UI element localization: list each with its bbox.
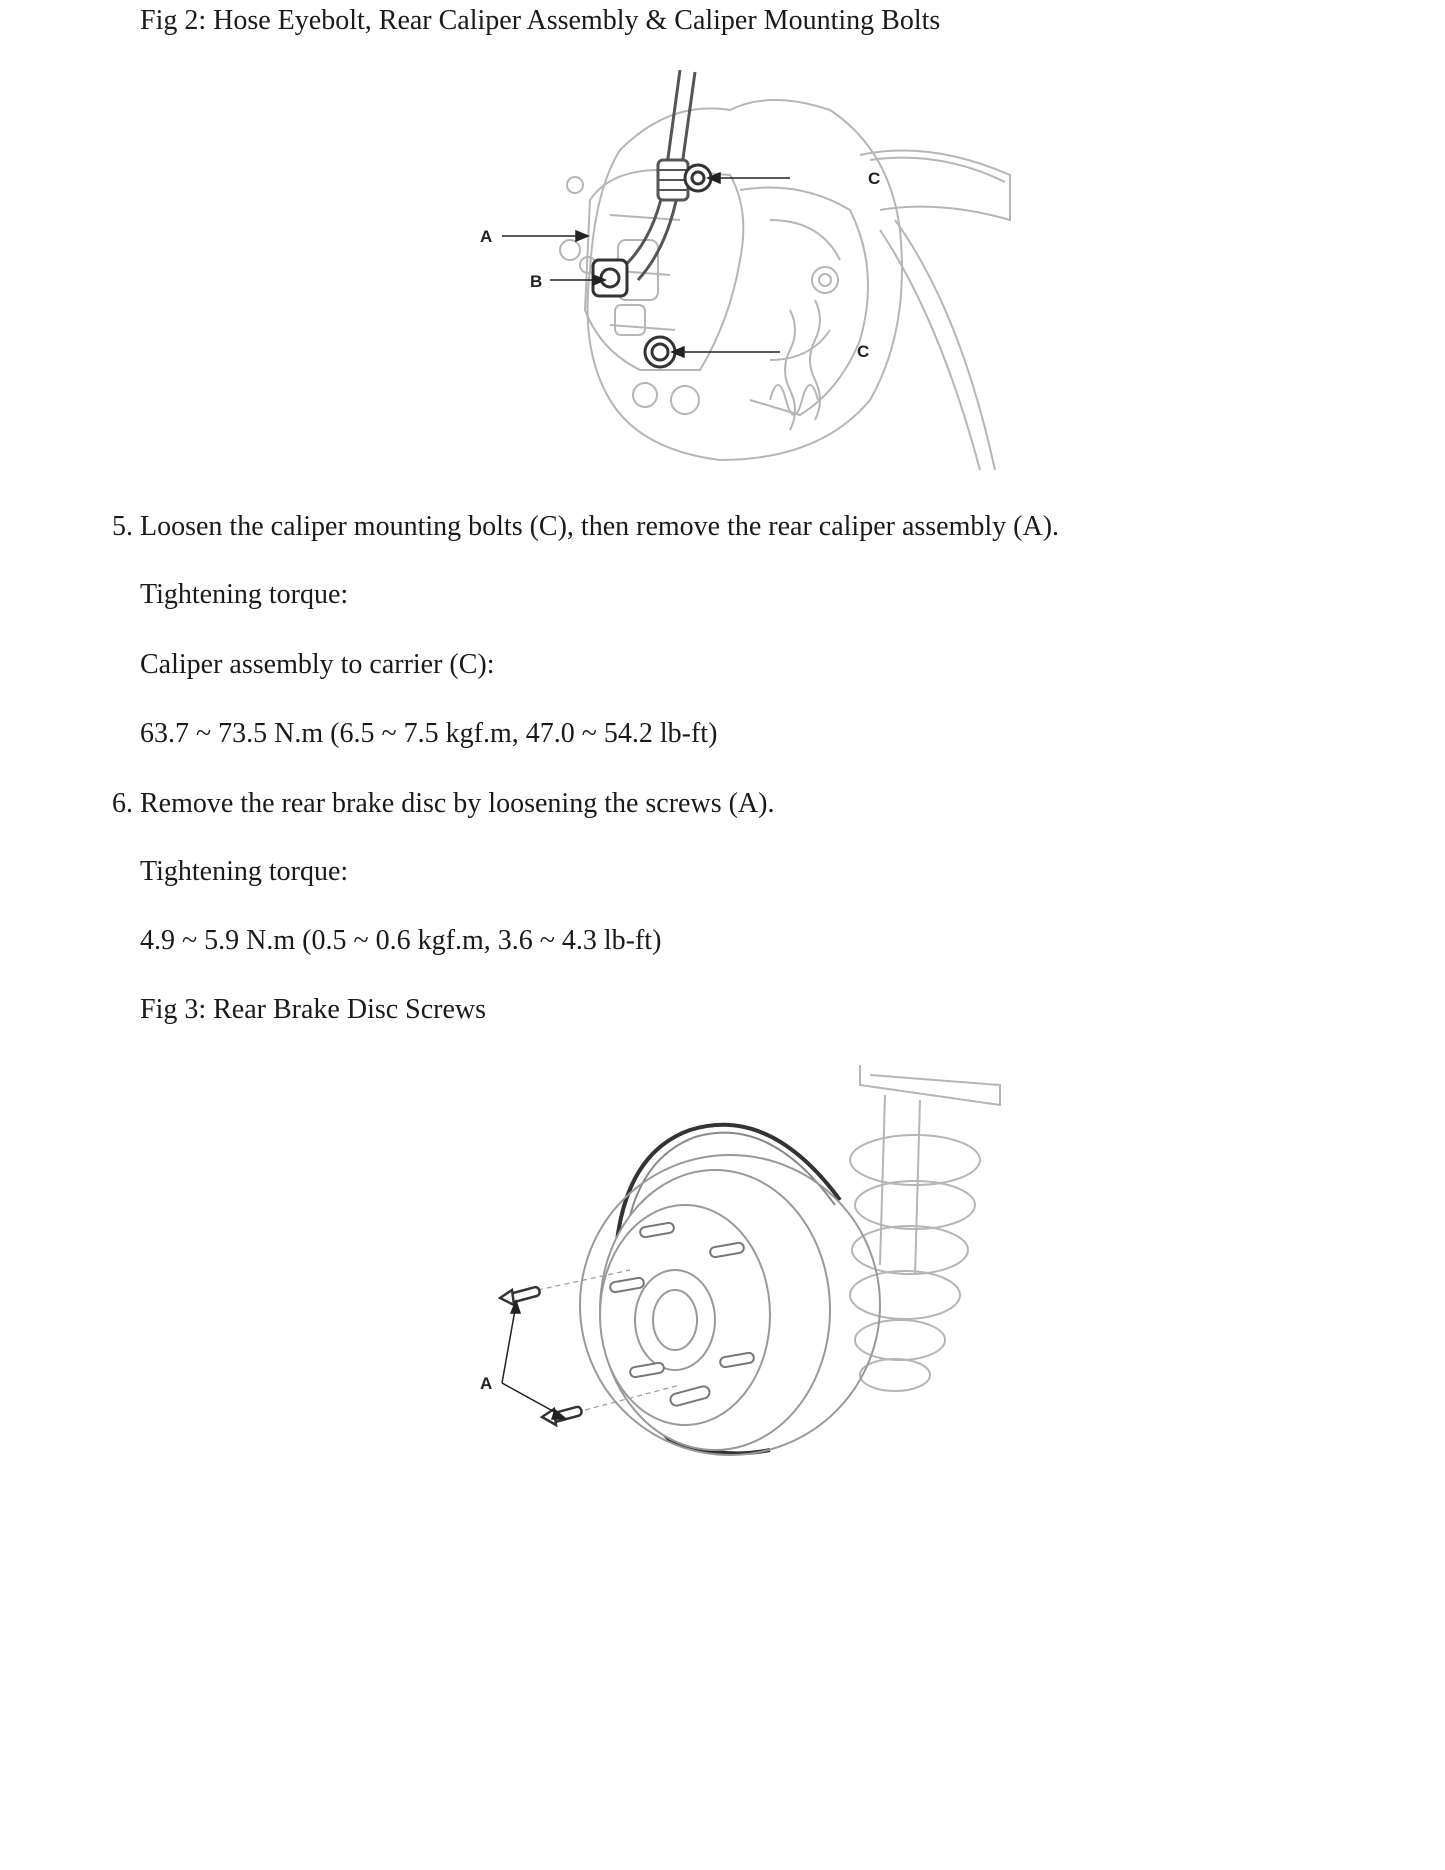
fig2-label-c-upper: C — [868, 169, 881, 188]
fig2-label-a: A — [480, 227, 493, 246]
fig2-caliper-illustration — [470, 70, 1030, 480]
step5-torque-heading: Tightening torque: — [140, 579, 349, 610]
brake-disc-diagram — [470, 1065, 1010, 1470]
step6-text: Remove the rear brake disc by loosening the screws (A). — [140, 788, 775, 819]
step6-torque-heading: Tightening torque: — [140, 856, 349, 887]
step5-text: Loosen the caliper mounting bolts (C), then remove the rear caliper assembly (A). — [140, 511, 1060, 542]
step6-number: 6. — [112, 788, 133, 819]
fig3-brake-disc-illustration — [470, 1065, 1010, 1470]
fig2-label-c-lower: C — [857, 342, 870, 361]
step5-number: 5. — [112, 511, 133, 542]
fig3-caption: Fig 3: Rear Brake Disc Screws — [140, 994, 487, 1025]
step5-torque-item: Caliper assembly to carrier (C): — [140, 649, 495, 680]
fig2-caption: Fig 2: Hose Eyebolt, Rear Caliper Assembly & Caliper Mounting Bolts — [140, 5, 941, 36]
caliper-diagram — [470, 70, 1030, 480]
fig2-label-b: B — [530, 272, 543, 291]
step6-torque-value: 4.9 ~ 5.9 N.m (0.5 ~ 0.6 kgf.m, 3.6 ~ 4.3 lb-ft) — [140, 925, 662, 956]
step5-torque-value: 63.7 ~ 73.5 N.m (6.5 ~ 7.5 kgf.m, 47.0 ~ 54.2 lb-ft) — [140, 718, 718, 749]
fig3-label-a: A — [480, 1374, 493, 1393]
